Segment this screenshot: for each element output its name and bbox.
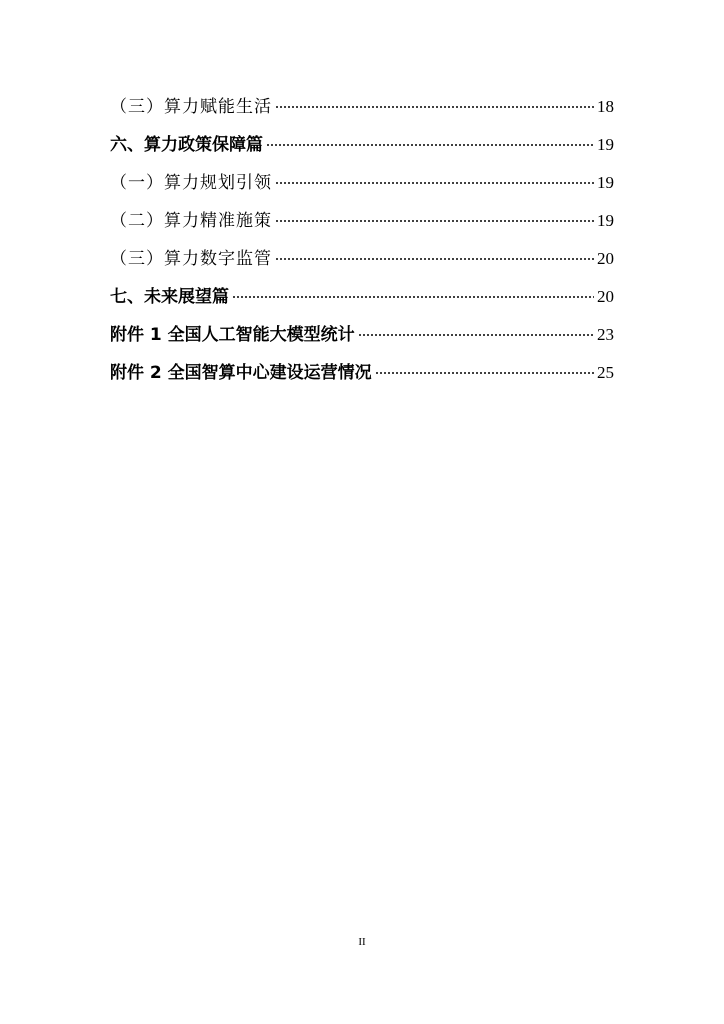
toc-entry-page: 20 (597, 249, 614, 268)
toc-entry[interactable] (110, 164, 614, 202)
toc-entry-page: 19 (597, 211, 614, 230)
dot-leader (266, 144, 594, 146)
page-number: II (358, 936, 366, 948)
dot-leader (275, 220, 594, 222)
toc-entry-page: 23 (597, 325, 614, 344)
table-of-contents (110, 88, 614, 392)
toc-entry-label: （一）算力规划引领 (110, 173, 272, 193)
toc-entry[interactable] (110, 316, 614, 354)
dot-leader (358, 334, 594, 336)
dot-leader (275, 106, 594, 108)
toc-entry[interactable] (110, 126, 614, 164)
toc-entry-page: 19 (597, 173, 614, 192)
toc-entry[interactable] (110, 202, 614, 240)
toc-entry[interactable] (110, 354, 614, 392)
toc-entry-label: 六、算力政策保障篇 (110, 135, 263, 155)
toc-entry-label: （三）算力赋能生活 (110, 97, 272, 117)
toc-entry-label: 附件 1 全国人工智能大模型统计 (110, 325, 355, 345)
dot-leader (232, 296, 594, 298)
toc-entry-label: （三）算力数字监管 (110, 249, 272, 269)
toc-entry-page: 18 (597, 97, 614, 116)
dot-leader (275, 258, 594, 260)
toc-entry-page: 20 (597, 287, 614, 306)
toc-entry-label: 七、未来展望篇 (110, 287, 229, 307)
dot-leader (275, 182, 594, 184)
toc-entry-page: 19 (597, 135, 614, 154)
toc-entry[interactable] (110, 278, 614, 316)
toc-entry[interactable] (110, 240, 614, 278)
toc-entry-page: 25 (597, 363, 614, 382)
dot-leader (375, 372, 594, 374)
toc-entry-label: （二）算力精准施策 (110, 211, 272, 231)
toc-entry-label: 附件 2 全国智算中心建设运营情况 (110, 363, 372, 383)
toc-entry[interactable] (110, 88, 614, 126)
